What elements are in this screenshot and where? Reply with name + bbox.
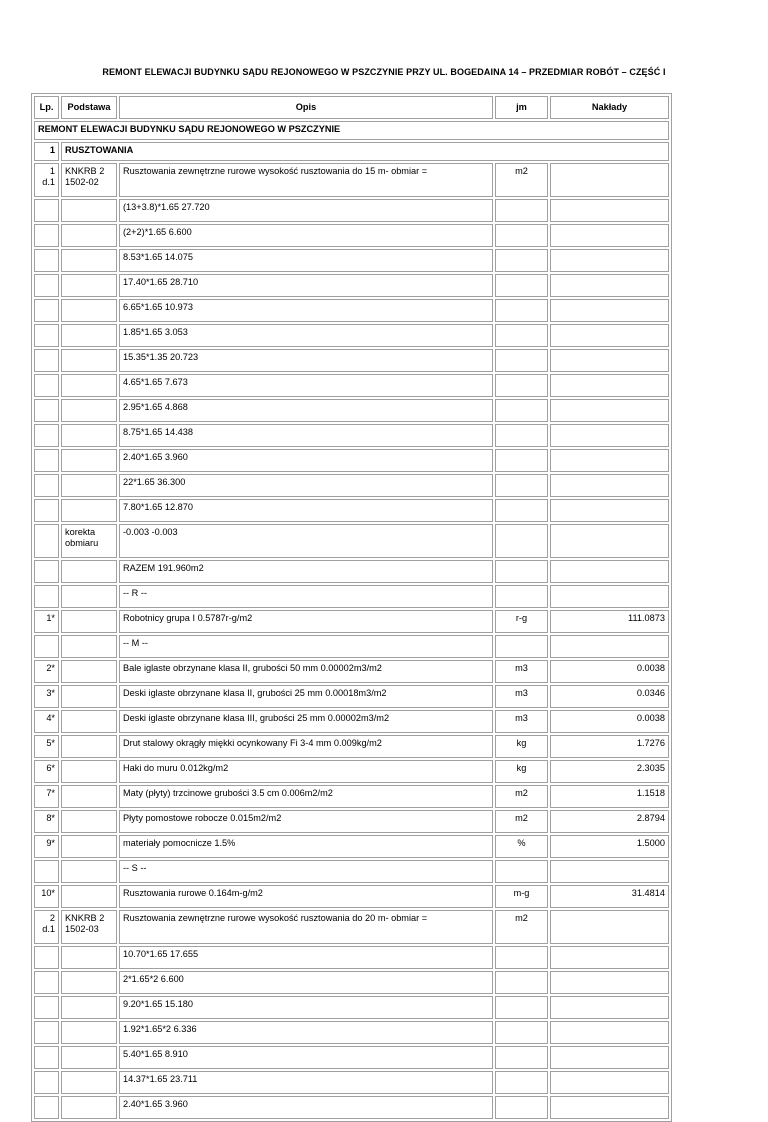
measurement-row: [34, 349, 669, 372]
resource-naklady: 0.0346: [550, 685, 669, 708]
label-naklady: [550, 860, 669, 883]
correction-lp: [34, 524, 59, 558]
resource-jm: r-g: [495, 610, 548, 633]
measurement-naklady: [550, 424, 669, 447]
measurement-lp: [34, 1046, 59, 1069]
measurement-podstawa: [61, 1071, 117, 1094]
measurement-jm: [495, 1071, 548, 1094]
resource-naklady: 0.0038: [550, 660, 669, 683]
total-podstawa: [61, 560, 117, 583]
label-podstawa: [61, 585, 117, 608]
resource-group-label: -- R --: [119, 585, 493, 608]
resource-row: [34, 735, 669, 758]
item-opis: Rusztowania zewnętrzne rurowe wysokość rusztowania do 20 m- obmiar =: [119, 910, 493, 944]
measurement-row: [34, 1021, 669, 1044]
resource-podstawa: [61, 810, 117, 833]
resource-lp: 6*: [34, 760, 59, 783]
label-naklady: [550, 585, 669, 608]
item-row: [34, 163, 669, 197]
resource-naklady: 31.4814: [550, 885, 669, 908]
measurement-text: 8.53*1.65 14.075: [119, 249, 493, 272]
measurement-text: 5.40*1.65 8.910: [119, 1046, 493, 1069]
resource-jm: m3: [495, 660, 548, 683]
measurement-text: 9.20*1.65 15.180: [119, 996, 493, 1019]
resource-naklady: 2.8794: [550, 810, 669, 833]
label-naklady: [550, 635, 669, 658]
item-podstawa: KNKRB 2 1502-03: [61, 910, 117, 944]
measurement-lp: [34, 1096, 59, 1119]
measurement-podstawa: [61, 996, 117, 1019]
resource-jm: m-g: [495, 885, 548, 908]
label-podstawa: [61, 635, 117, 658]
resource-opis: Drut stalowy okrągły miękki ocynkowany Fi 3-4 mm 0.009kg/m2: [119, 735, 493, 758]
measurement-lp: [34, 946, 59, 969]
item-naklady: [550, 910, 669, 944]
group-row: [34, 142, 669, 161]
resource-jm: m2: [495, 785, 548, 808]
resource-label-row: [34, 585, 669, 608]
item-naklady: [550, 163, 669, 197]
measurement-row: [34, 946, 669, 969]
item-lp: 1 d.1: [34, 163, 59, 197]
measurement-jm: [495, 249, 548, 272]
resource-lp: 7*: [34, 785, 59, 808]
item-jm: m2: [495, 910, 548, 944]
measurement-lp: [34, 224, 59, 247]
resource-row: [34, 710, 669, 733]
resource-jm: kg: [495, 735, 548, 758]
measurement-text: 1.85*1.65 3.053: [119, 324, 493, 347]
measurement-naklady: [550, 1021, 669, 1044]
measurement-lp: [34, 996, 59, 1019]
resource-naklady: 2.3035: [550, 760, 669, 783]
label-lp: [34, 585, 59, 608]
measurement-naklady: [550, 1046, 669, 1069]
resource-naklady: 1.1518: [550, 785, 669, 808]
table-body: [34, 121, 669, 1119]
measurement-row: [34, 1071, 669, 1094]
measurement-jm: [495, 299, 548, 322]
total-text: RAZEM 191.960m2: [119, 560, 493, 583]
measurement-text: (2+2)*1.65 6.600: [119, 224, 493, 247]
resource-opis: materiały pomocnicze 1.5%: [119, 835, 493, 858]
measurement-text: 1.92*1.65*2 6.336: [119, 1021, 493, 1044]
item-lp: 2 d.1: [34, 910, 59, 944]
measurement-podstawa: [61, 249, 117, 272]
resource-opis: Bale iglaste obrzynane klasa II, grubości 50 mm 0.00002m3/m2: [119, 660, 493, 683]
measurement-lp: [34, 299, 59, 322]
measurement-naklady: [550, 374, 669, 397]
measurement-jm: [495, 474, 548, 497]
measurement-podstawa: [61, 449, 117, 472]
measurement-podstawa: [61, 324, 117, 347]
correction-naklady: [550, 524, 669, 558]
resource-lp: 9*: [34, 835, 59, 858]
resource-lp: 8*: [34, 810, 59, 833]
measurement-text: 7.80*1.65 12.870: [119, 499, 493, 522]
measurement-jm: [495, 1096, 548, 1119]
measurement-podstawa: [61, 224, 117, 247]
header-naklady: Nakłady: [550, 96, 669, 119]
group-lp: 1: [34, 142, 59, 161]
resource-podstawa: [61, 660, 117, 683]
resource-row: [34, 810, 669, 833]
measurement-row: [34, 274, 669, 297]
measurement-jm: [495, 224, 548, 247]
measurement-lp: [34, 449, 59, 472]
measurement-podstawa: [61, 274, 117, 297]
measurement-lp: [34, 971, 59, 994]
measurement-podstawa: [61, 299, 117, 322]
item-jm: m2: [495, 163, 548, 197]
measurement-text: 14.37*1.65 23.711: [119, 1071, 493, 1094]
measurement-naklady: [550, 971, 669, 994]
resource-row: [34, 685, 669, 708]
measurement-jm: [495, 499, 548, 522]
resource-lp: 2*: [34, 660, 59, 683]
measurement-row: [34, 449, 669, 472]
measurement-naklady: [550, 1096, 669, 1119]
resource-podstawa: [61, 885, 117, 908]
header-lp: Lp.: [34, 96, 59, 119]
measurement-row: [34, 249, 669, 272]
item-podstawa: KNKRB 2 1502-02: [61, 163, 117, 197]
header-opis: Opis: [119, 96, 493, 119]
section-title-row: [34, 121, 669, 140]
measurement-naklady: [550, 474, 669, 497]
document-title: REMONT ELEWACJI BUDYNKU SĄDU REJONOWEGO W PSZCZYNIE PRZY UL. BOGEDAINA 14 – PRZEDMIAR ROBÓT – CZĘŚĆ I: [102, 67, 666, 77]
resource-row: [34, 885, 669, 908]
measurement-text: 6.65*1.65 10.973: [119, 299, 493, 322]
measurement-podstawa: [61, 349, 117, 372]
resource-naklady: 1.5000: [550, 835, 669, 858]
measurement-row: [34, 299, 669, 322]
resource-lp: 4*: [34, 710, 59, 733]
correction-jm: [495, 524, 548, 558]
resource-row: [34, 660, 669, 683]
measurement-row: [34, 1046, 669, 1069]
total-row: [34, 560, 669, 583]
resource-row: [34, 610, 669, 633]
resource-row: [34, 760, 669, 783]
measurement-lp: [34, 324, 59, 347]
measurement-lp: [34, 349, 59, 372]
measurement-text: 2.40*1.65 3.960: [119, 449, 493, 472]
measurement-lp: [34, 1021, 59, 1044]
measurement-row: [34, 224, 669, 247]
przedmiar-table: [31, 93, 672, 1122]
resource-podstawa: [61, 685, 117, 708]
resource-podstawa: [61, 735, 117, 758]
measurement-row: [34, 1096, 669, 1119]
measurement-podstawa: [61, 1046, 117, 1069]
resource-podstawa: [61, 785, 117, 808]
measurement-podstawa: [61, 199, 117, 222]
resource-jm: m3: [495, 710, 548, 733]
resource-row: [34, 835, 669, 858]
measurement-jm: [495, 424, 548, 447]
measurement-row: [34, 499, 669, 522]
measurement-jm: [495, 946, 548, 969]
measurement-jm: [495, 1021, 548, 1044]
label-jm: [495, 860, 548, 883]
measurement-row: [34, 399, 669, 422]
correction-opis: -0.003 -0.003: [119, 524, 493, 558]
measurement-naklady: [550, 299, 669, 322]
measurement-lp: [34, 424, 59, 447]
total-lp: [34, 560, 59, 583]
resource-lp: 5*: [34, 735, 59, 758]
measurement-row: [34, 199, 669, 222]
correction-podstawa: korekta obmiaru: [61, 524, 117, 558]
measurement-naklady: [550, 399, 669, 422]
measurement-lp: [34, 499, 59, 522]
resource-row: [34, 785, 669, 808]
label-podstawa: [61, 860, 117, 883]
measurement-podstawa: [61, 399, 117, 422]
resource-opis: Rusztowania rurowe 0.164m-g/m2: [119, 885, 493, 908]
resource-podstawa: [61, 610, 117, 633]
resource-jm: %: [495, 835, 548, 858]
resource-group-label: -- M --: [119, 635, 493, 658]
resource-naklady: 111.0873: [550, 610, 669, 633]
measurement-lp: [34, 1071, 59, 1094]
resource-podstawa: [61, 710, 117, 733]
measurement-podstawa: [61, 474, 117, 497]
measurement-jm: [495, 349, 548, 372]
table-header-row: [34, 96, 669, 119]
measurement-lp: [34, 474, 59, 497]
resource-label-row: [34, 860, 669, 883]
section-title: REMONT ELEWACJI BUDYNKU SĄDU REJONOWEGO W PSZCZYNIE: [34, 121, 669, 140]
measurement-text: 15.35*1.35 20.723: [119, 349, 493, 372]
measurement-lp: [34, 399, 59, 422]
resource-lp: 1*: [34, 610, 59, 633]
measurement-jm: [495, 996, 548, 1019]
resource-group-label: -- S --: [119, 860, 493, 883]
label-lp: [34, 635, 59, 658]
measurement-jm: [495, 324, 548, 347]
measurement-text: 22*1.65 36.300: [119, 474, 493, 497]
resource-lp: 10*: [34, 885, 59, 908]
measurement-naklady: [550, 274, 669, 297]
measurement-row: [34, 971, 669, 994]
measurement-podstawa: [61, 1096, 117, 1119]
measurement-text: 2.40*1.65 3.960: [119, 1096, 493, 1119]
resource-opis: Deski iglaste obrzynane klasa II, grubości 25 mm 0.00018m3/m2: [119, 685, 493, 708]
label-jm: [495, 635, 548, 658]
measurement-naklady: [550, 324, 669, 347]
resource-jm: m2: [495, 810, 548, 833]
measurement-lp: [34, 199, 59, 222]
resource-naklady: 0.0038: [550, 710, 669, 733]
header-podstawa: Podstawa: [61, 96, 117, 119]
measurement-row: [34, 324, 669, 347]
measurement-row: [34, 996, 669, 1019]
resource-opis: Haki do muru 0.012kg/m2: [119, 760, 493, 783]
resource-jm: kg: [495, 760, 548, 783]
measurement-naklady: [550, 946, 669, 969]
measurement-row: [34, 424, 669, 447]
item-opis: Rusztowania zewnętrzne rurowe wysokość rusztowania do 15 m- obmiar =: [119, 163, 493, 197]
correction-row: [34, 524, 669, 558]
measurement-text: 10.70*1.65 17.655: [119, 946, 493, 969]
measurement-podstawa: [61, 946, 117, 969]
measurement-jm: [495, 199, 548, 222]
measurement-naklady: [550, 349, 669, 372]
measurement-naklady: [550, 199, 669, 222]
measurement-jm: [495, 449, 548, 472]
total-jm: [495, 560, 548, 583]
resource-opis: Maty (płyty) trzcinowe grubości 3.5 cm 0.006m2/m2: [119, 785, 493, 808]
measurement-lp: [34, 249, 59, 272]
measurement-podstawa: [61, 971, 117, 994]
measurement-text: 4.65*1.65 7.673: [119, 374, 493, 397]
total-naklady: [550, 560, 669, 583]
measurement-text: 17.40*1.65 28.710: [119, 274, 493, 297]
group-name: RUSZTOWANIA: [61, 142, 669, 161]
measurement-text: (13+3.8)*1.65 27.720: [119, 199, 493, 222]
measurement-podstawa: [61, 1021, 117, 1044]
item-row: [34, 910, 669, 944]
measurement-naklady: [550, 449, 669, 472]
resource-lp: 3*: [34, 685, 59, 708]
resource-opis: Deski iglaste obrzynane klasa III, grubości 25 mm 0.00002m3/m2: [119, 710, 493, 733]
label-lp: [34, 860, 59, 883]
measurement-jm: [495, 399, 548, 422]
resource-naklady: 1.7276: [550, 735, 669, 758]
measurement-row: [34, 374, 669, 397]
resource-opis: Robotnicy grupa I 0.5787r-g/m2: [119, 610, 493, 633]
resource-opis: Płyty pomostowe robocze 0.015m2/m2: [119, 810, 493, 833]
measurement-row: [34, 474, 669, 497]
resource-podstawa: [61, 835, 117, 858]
measurement-lp: [34, 374, 59, 397]
measurement-naklady: [550, 499, 669, 522]
measurement-lp: [34, 274, 59, 297]
measurement-podstawa: [61, 424, 117, 447]
measurement-naklady: [550, 249, 669, 272]
measurement-jm: [495, 971, 548, 994]
resource-label-row: [34, 635, 669, 658]
header-jm: jm: [495, 96, 548, 119]
measurement-podstawa: [61, 374, 117, 397]
measurement-jm: [495, 274, 548, 297]
resource-jm: m3: [495, 685, 548, 708]
measurement-text: 2*1.65*2 6.600: [119, 971, 493, 994]
measurement-naklady: [550, 996, 669, 1019]
measurement-jm: [495, 374, 548, 397]
measurement-podstawa: [61, 499, 117, 522]
measurement-text: 8.75*1.65 14.438: [119, 424, 493, 447]
resource-podstawa: [61, 760, 117, 783]
measurement-naklady: [550, 224, 669, 247]
label-jm: [495, 585, 548, 608]
measurement-naklady: [550, 1071, 669, 1094]
measurement-text: 2.95*1.65 4.868: [119, 399, 493, 422]
measurement-jm: [495, 1046, 548, 1069]
